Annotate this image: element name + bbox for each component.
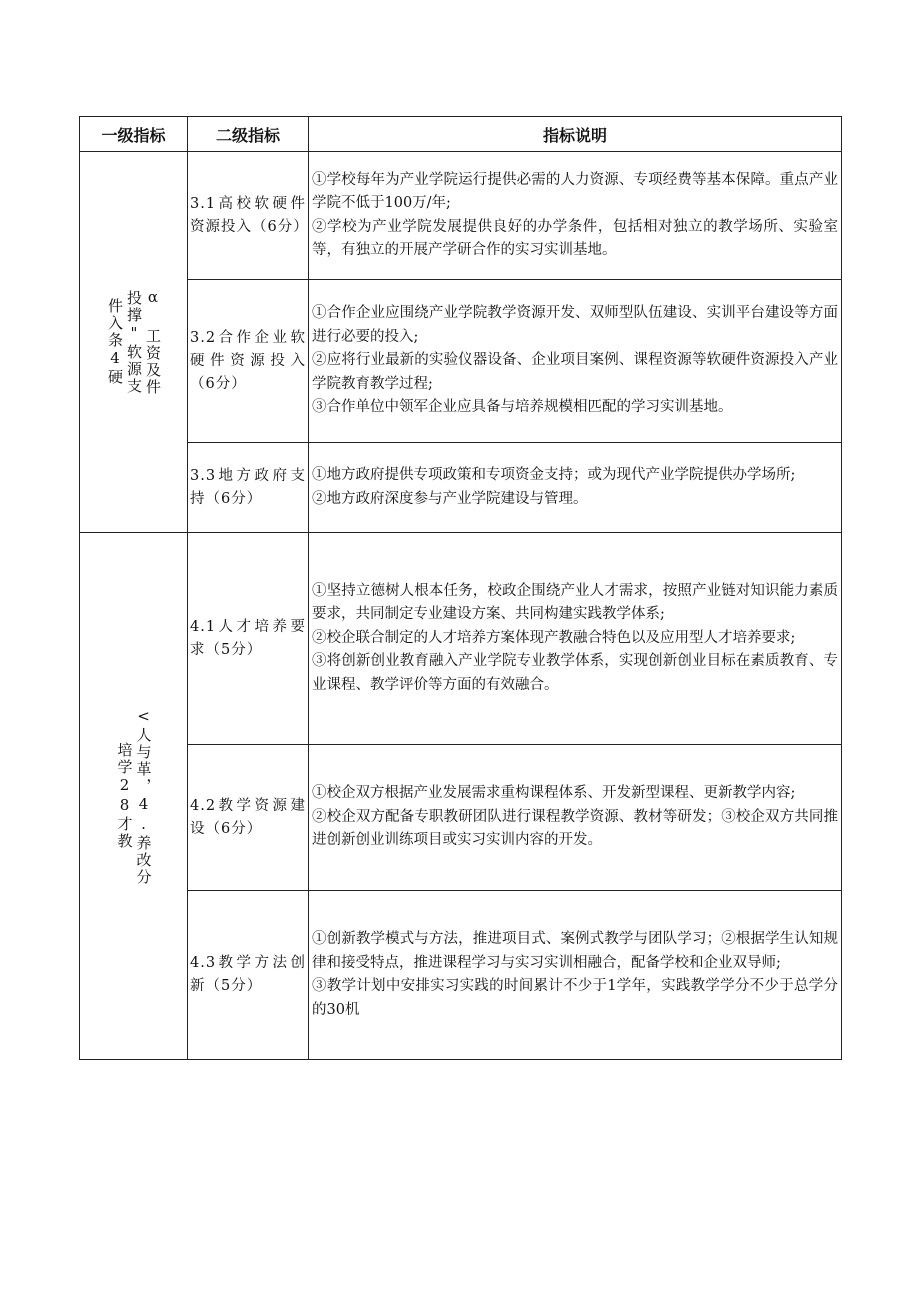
table-row [80, 443, 842, 533]
level1-text-column: 件入条4硬 [106, 298, 124, 386]
level2-cell: 4.2教学资源建设（6分） [188, 745, 309, 891]
description-item: ①学校每年为产业学院运行提供必需的人力资源、专项经费等基本保障。重点产业学院不低于100万/年; [312, 171, 838, 211]
level1-cell-teaching [80, 533, 188, 1060]
description-item: ②校企双方配备专职教研团队进行课程教学资源、教材等研发；③校企双方共同推进创新创业训练项目或实习实训内容的开发。 [312, 808, 838, 849]
table-row [80, 745, 842, 891]
description-item: ③教学计划中安排实习实践的时间累计不少于1学年，实践教学学分不少于总学分的30机 [312, 978, 838, 1018]
table-row [80, 533, 842, 745]
level1-text-column: 投撑"软源支 [125, 289, 143, 395]
header-level1: 一级指标 [80, 117, 188, 152]
table-row [80, 152, 842, 280]
description-item: ②学校为产业学院发展提供良好的办学条件，包括相对独立的教学场所、实验室等，有独立的开展产学研合作的实习实训基地。 [312, 218, 838, 258]
description-item: ①创新教学模式与方法，推进项目式、案例式教学与团队学习；②根据学生认知规律和接受特点，推进课程学习与实习实训相融合，配备学校和企业双导师; [312, 931, 838, 971]
header-level2: 二级指标 [188, 117, 309, 152]
description-item: ②校企联合制定的人才培养方案体现产教融合特色以及应用型人才培养要求; [312, 629, 796, 646]
indicator-table [79, 116, 842, 1060]
level2-cell: 3.1高校软硬件资源投入（6分） [188, 152, 309, 280]
description-item: ①坚持立德树人根本任务，校政企围绕产业人才需求，按照产业链对知识能力素质要求，共同制定专业建设方案、共同构建实践教学体系; [312, 582, 838, 623]
description-cell [309, 443, 842, 533]
description-item: ①合作企业应围绕产业学院教学资源开发、双师型队伍建设、实训平台建设等方面进行必要的投入; [312, 305, 838, 345]
table-row [80, 280, 842, 443]
description-item: ①校企双方根据产业发展需求重构课程体系、开发新型课程、更新教学内容; [312, 785, 796, 802]
header-description: 指标说明 [309, 117, 842, 152]
level1-text-column: <人与革，4.养改分 [134, 706, 153, 886]
level2-cell: 4.3教学方法创新（5分） [188, 891, 309, 1060]
description-item: ③合作单位中领军企业应具备与培养规模相匹配的学习实训基地。 [312, 399, 733, 416]
description-cell [309, 280, 842, 443]
table-row [80, 891, 842, 1060]
description-cell [309, 152, 842, 280]
description-item: ②应将行业最新的实验仪器设备、企业项目案例、课程资源等软硬件资源投入产业学院教育教学过程; [312, 352, 838, 392]
description-item: ②地方政府深度参与产业学院建设与管理。 [312, 490, 588, 507]
level1-cell-resources [80, 152, 188, 533]
level2-cell: 3.2合作企业软硬件资源投入（6分） [188, 280, 309, 443]
level1-text-column: α 工资及件 [144, 288, 162, 396]
level2-cell: 3.3地方政府支持（6分） [188, 443, 309, 533]
description-cell [309, 745, 842, 891]
description-cell [309, 891, 842, 1060]
description-cell [309, 533, 842, 745]
header-row [80, 117, 842, 152]
description-item: ①地方政府提供专项政策和专项资金支持；或为现代产业学院提供办学场所; [312, 467, 796, 483]
description-item: ③将创新创业教育融入产业学院专业教学体系，实现创新创业目标在素质教育、专业课程、教学评价等方面的有效融合。 [312, 653, 838, 693]
level2-cell: 4.1人才培养要求（5分） [188, 533, 309, 745]
level1-text-column: 培学28才教 [115, 742, 134, 850]
